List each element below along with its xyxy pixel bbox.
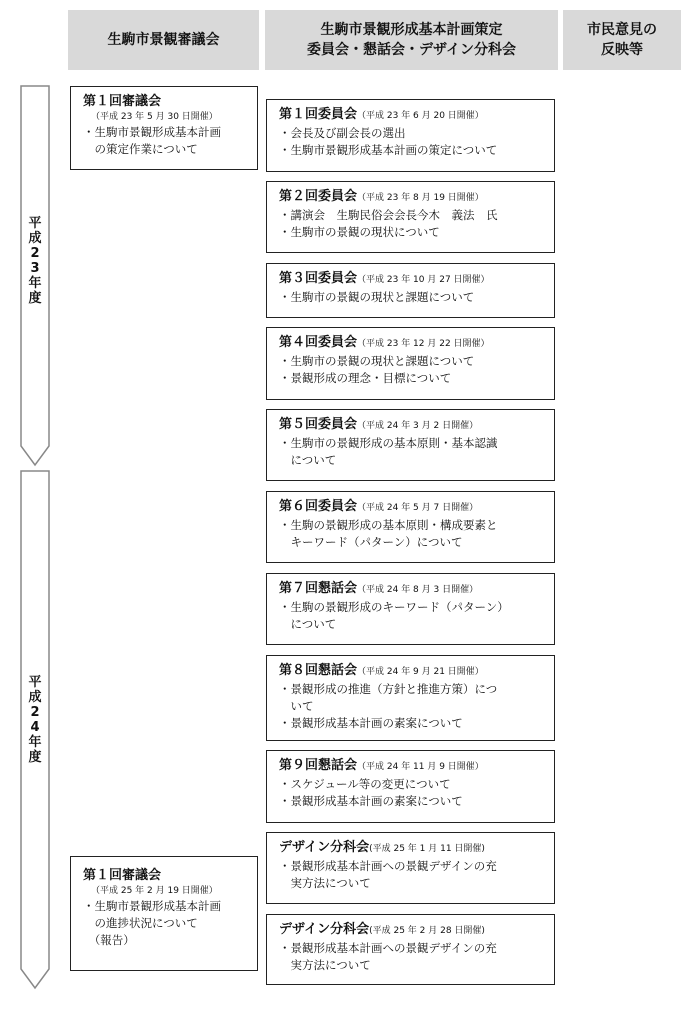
meeting-title: 第１回審議会 (83, 868, 162, 883)
meeting-title: デザイン分科会 (279, 922, 370, 937)
fiscal-year-arrow-h23 (20, 85, 50, 467)
fiscal-year-label-h24 (20, 675, 50, 765)
meeting-date: （平成 24 年 9 月 21 日開催） (357, 667, 484, 677)
meeting-agenda-item: ・景観形成基本計画への景観デザインの充 実方法について (279, 859, 497, 890)
column-header-council-label: 生駒市景観審議会 (107, 32, 220, 48)
meeting-title: 第７回懇話会 (279, 581, 358, 596)
meeting-agenda-item: ・生駒の景観形成の基本原則・構成要素と キーワード（パターン）について (279, 518, 498, 549)
meeting-agenda-item: ・生駒市の景観の現状について (279, 225, 440, 239)
committee-meeting-4 (266, 327, 555, 400)
committee-meeting-2 (266, 181, 555, 253)
committee-meeting-1 (266, 99, 555, 172)
fy-char: 4 (30, 720, 40, 735)
fy-char: 度 (28, 291, 42, 306)
fy-char: 2 (30, 246, 40, 261)
fy-char: 3 (30, 261, 40, 276)
meeting-date: （平成 24 年 11 月 9 日開催） (357, 762, 484, 772)
fy-char: 2 (30, 705, 40, 720)
committee-meeting-6 (266, 491, 555, 563)
meeting-agenda-item: ・生駒の景観形成のキーワード（パターン） について (279, 600, 509, 631)
meeting-date: （平成 24 年 5 月 7 日開催） (357, 503, 479, 513)
meeting-date: (平成 25 年 1 月 11 日開催) (369, 844, 485, 854)
meeting-title: 第５回委員会 (279, 417, 358, 432)
column-header-citizen (563, 10, 681, 70)
design-subcommittee-2 (266, 914, 555, 985)
meeting-agenda-item: ・生駒市景観形成基本計画 の策定作業について (83, 125, 221, 156)
meeting-agenda-item: ・景観形成基本計画の素案について (279, 794, 463, 808)
meeting-date: (平成 25 年 2 月 28 日開催) (369, 926, 485, 936)
meeting-date: （平成 23 年 12 月 22 日開催） (357, 339, 490, 349)
meeting-agenda-item: ・講演会 生駒民俗会会長今木 義法 氏 (279, 208, 498, 222)
meeting-title: 第４回委員会 (279, 335, 358, 350)
committee-meeting-9 (266, 750, 555, 823)
council-meeting-1 (70, 86, 258, 170)
column-header-council (68, 10, 259, 70)
meeting-agenda-item: ・スケジュール等の変更について (279, 777, 451, 791)
meeting-title: 第２回委員会 (279, 189, 358, 204)
council-meeting-2 (70, 856, 258, 971)
meeting-date: （平成 24 年 8 月 3 日開催） (357, 585, 479, 595)
meeting-title: デザイン分科会 (279, 840, 370, 855)
meeting-agenda-item: ・景観形成基本計画の素案について (279, 716, 463, 730)
fiscal-year-arrow-h24 (20, 470, 50, 990)
meeting-title: 第１回委員会 (279, 107, 358, 122)
meeting-agenda-item: ・景観形成の理念・目標について (279, 371, 452, 385)
fy-char: 度 (28, 750, 42, 765)
meeting-agenda-item: ・生駒市の景観形成の基本原則・基本認識 について (279, 436, 498, 467)
committee-meeting-3 (266, 263, 555, 318)
meeting-title: 第３回委員会 (279, 271, 358, 286)
meeting-title: 第８回懇話会 (279, 663, 358, 678)
meeting-title: 第６回委員会 (279, 499, 358, 514)
committee-meeting-8 (266, 655, 555, 741)
meeting-agenda-item: ・生駒市景観形成基本計画の策定について (279, 143, 498, 157)
fy-char: 成 (28, 231, 42, 246)
committee-meeting-5 (266, 409, 555, 481)
meeting-agenda-item: ・会長及び副会長の選出 (279, 126, 406, 140)
meeting-date: （平成 23 年 10 月 27 日開催） (357, 275, 490, 285)
fy-char: 成 (28, 690, 42, 705)
meeting-agenda-item: ・生駒市の景観の現状と課題について (279, 354, 475, 368)
meeting-agenda-item: ・生駒市の景観の現状と課題について (279, 290, 475, 304)
meeting-date: （平成 24 年 3 月 2 日開催） (357, 421, 479, 431)
meeting-agenda-item: ・景観形成の推進（方針と推進方策）につ いて (279, 682, 498, 713)
meeting-title: 第１回審議会 (83, 94, 162, 109)
meeting-date: （平成 25 年 2 月 19 日開催） (91, 886, 218, 896)
column-header-committee-label: 生駒市景観形成基本計画策定 委員会・懇話会・デザイン分科会 (306, 22, 517, 58)
fiscal-year-label-h23 (20, 216, 50, 306)
meeting-date: （平成 23 年 8 月 19 日開催） (357, 193, 484, 203)
meeting-agenda-item: ・景観形成基本計画への景観デザインの充 実方法について (279, 941, 497, 972)
fy-char: 年 (28, 735, 42, 750)
fy-char: 平 (28, 216, 42, 231)
fy-char: 年 (28, 276, 42, 291)
meeting-date: （平成 23 年 5 月 30 日開催） (91, 112, 218, 122)
fy-char: 平 (28, 675, 42, 690)
committee-meeting-7 (266, 573, 555, 645)
meeting-date: （平成 23 年 6 月 20 日開催） (357, 111, 484, 121)
meeting-title: 第９回懇話会 (279, 758, 358, 773)
column-header-committee (265, 10, 558, 70)
meeting-agenda-item: ・生駒市景観形成基本計画 の進捗状況について （報告） (83, 899, 221, 947)
design-subcommittee-1 (266, 832, 555, 904)
column-header-citizen-label: 市民意見の 反映等 (587, 22, 657, 58)
